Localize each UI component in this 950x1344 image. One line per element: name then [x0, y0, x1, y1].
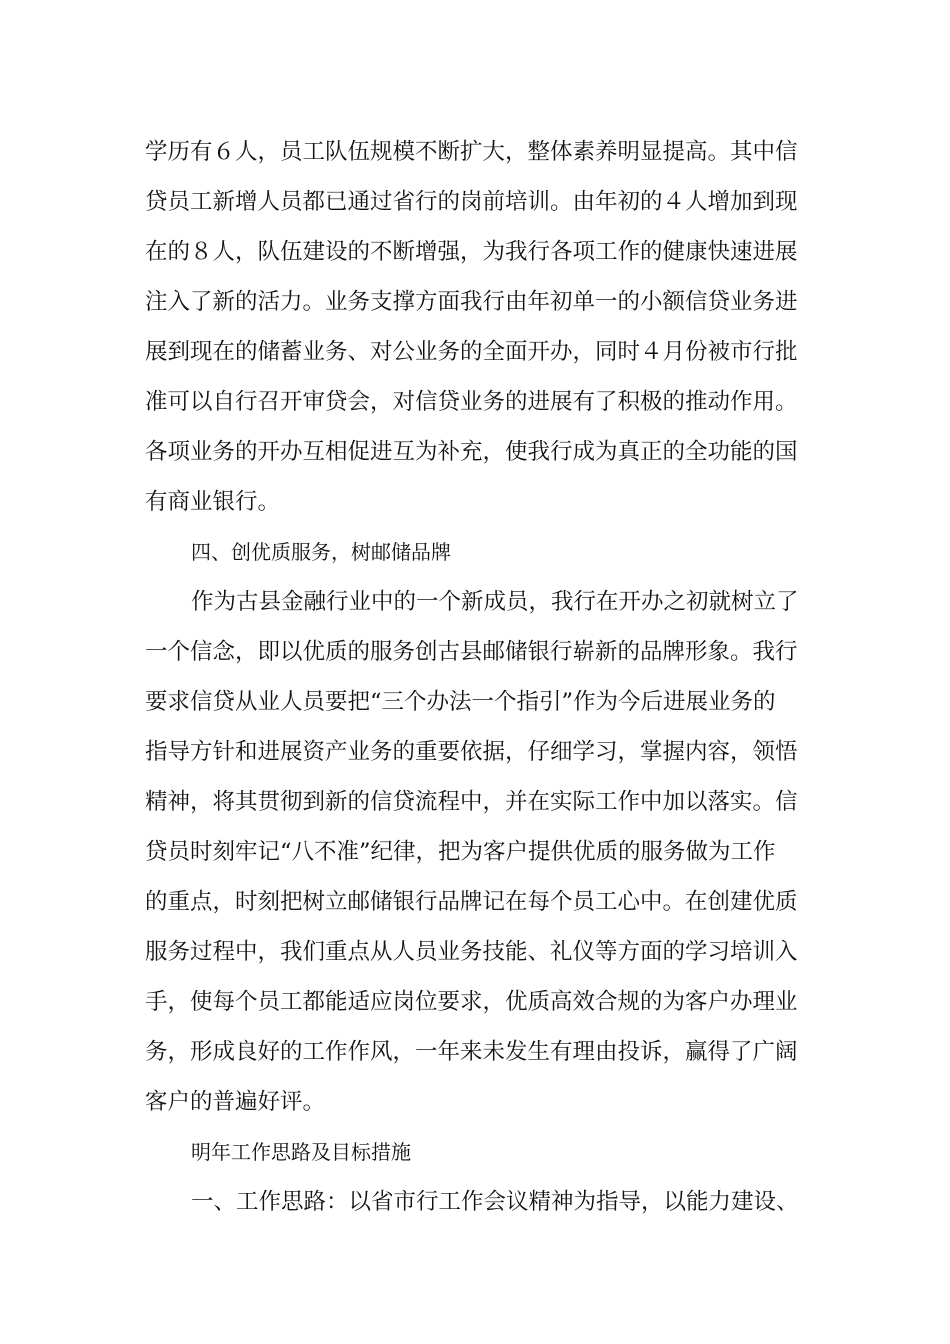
body-text-line: 务，形成良好的工作作风，一年来未发生有理由投诉，赢得了广阔 — [145, 1039, 798, 1065]
body-text-line: 作为古县金融行业中的一个新成员，我行在开办之初就树立了 — [191, 589, 799, 615]
body-text-line: 准可以自行召开审贷会，对信贷业务的进展有了积极的推动作用。 — [145, 389, 798, 415]
body-text-line: 客户的普遍好评。 — [145, 1089, 326, 1115]
body-text-line: 有商业银行。 — [145, 489, 281, 515]
body-text-line: 学历有６人，员工队伍规模不断扩大，整体素养明显提高。其中信 — [145, 139, 798, 165]
body-text-line: 手，使每个员工都能适应岗位要求，优质高效合规的为客户办理业 — [145, 989, 798, 1015]
body-text-line: 贷员工新增人员都已通过省行的岗前培训。由年初的４人增加到现 — [145, 189, 798, 215]
body-text-line: 指导方针和进展资产业务的重要依据，仔细学习，掌握内容，领悟 — [145, 739, 798, 765]
body-text-line: 展到现在的储蓄业务、对公业务的全面开办，同时４月份被市行批 — [145, 339, 798, 365]
body-text-line: 贷员时刻牢记“八不准”纪律，把为客户提供优质的服务做为工作 — [145, 839, 776, 865]
body-text-line: 一个信念，即以优质的服务创古县邮储银行崭新的品牌形象。我行 — [145, 639, 798, 665]
body-text-line: 精神，将其贯彻到新的信贷流程中，并在实际工作中加以落实。信 — [145, 789, 798, 815]
section-heading: 明年工作思路及目标措施 — [191, 1140, 411, 1164]
body-text-line: 一、工作思路：以省市行工作会议精神为指导，以能力建设、 — [191, 1189, 799, 1215]
section-heading: 四、创优质服务，树邮储品牌 — [191, 540, 451, 564]
body-text-line: 要求信贷从业人员要把“三个办法一个指引”作为今后进展业务的 — [145, 689, 776, 715]
body-text-line: 服务过程中，我们重点从人员业务技能、礼仪等方面的学习培训入 — [145, 939, 798, 965]
body-text-line: 在的８人，队伍建设的不断增强，为我行各项工作的健康快速进展 — [145, 239, 798, 265]
body-text-line: 的重点，时刻把树立邮储银行品牌记在每个员工心中。在创建优质 — [145, 889, 798, 915]
body-text-line: 各项业务的开办互相促进互为补充，使我行成为真正的全功能的国 — [145, 439, 798, 465]
body-text-line: 注入了新的活力。业务支撑方面我行由年初单一的小额信贷业务进 — [145, 289, 798, 315]
